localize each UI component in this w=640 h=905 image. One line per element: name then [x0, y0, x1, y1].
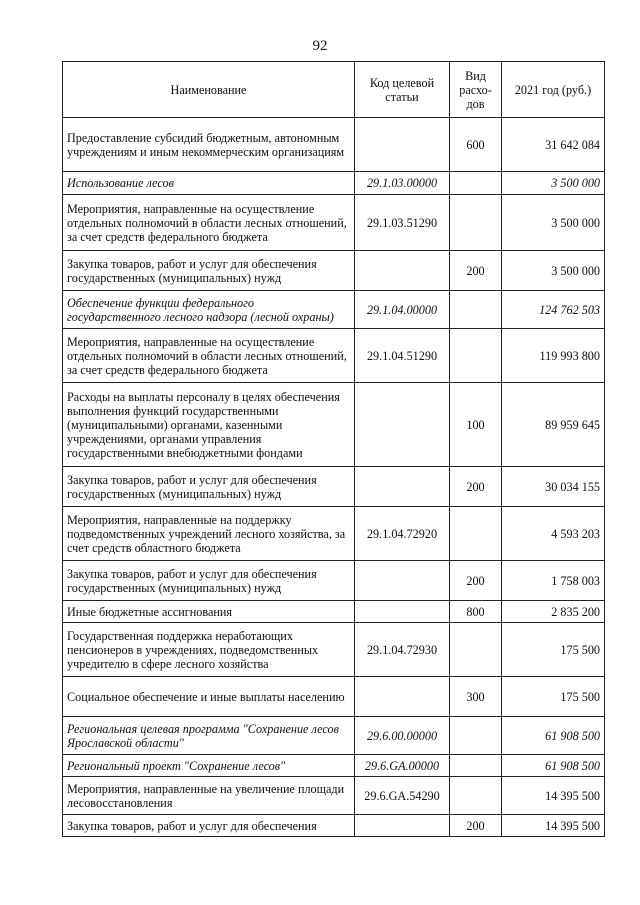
table-row — [63, 815, 605, 837]
cell-name: Региональная целевая программа "Сохранение лесов Ярославской области" — [63, 717, 355, 755]
cell-amount: 124 762 503 — [502, 291, 605, 329]
table-row — [63, 172, 605, 195]
cell-code — [355, 815, 450, 837]
cell-code: 29.1.04.72920 — [355, 507, 450, 561]
cell-type — [450, 623, 502, 677]
cell-code: 29.1.03.51290 — [355, 195, 450, 251]
cell-code: 29.1.04.72930 — [355, 623, 450, 677]
cell-amount: 14 395 500 — [502, 777, 605, 815]
table-row — [63, 755, 605, 777]
cell-type — [450, 291, 502, 329]
table-row — [63, 717, 605, 755]
cell-amount: 3 500 000 — [502, 172, 605, 195]
cell-name: Государственная поддержка неработающих пенсионеров в учреждениях, подведомственных учредителю в сфере лесного хозяйства — [63, 623, 355, 677]
cell-name: Мероприятия, направленные на поддержку подведомственных учреждений лесного хозяйства, за счет средств областного бюджета — [63, 507, 355, 561]
cell-name: Региональный проект "Сохранение лесов" — [63, 755, 355, 777]
cell-name: Закупка товаров, работ и услуг для обеспечения государственных (муниципальных) нужд — [63, 561, 355, 601]
header-amount: 2021 год (руб.) — [502, 62, 605, 118]
cell-name: Использование лесов — [63, 172, 355, 195]
table-row — [63, 677, 605, 717]
cell-name: Закупка товаров, работ и услуг для обеспечения государственных (муниципальных) нужд — [63, 467, 355, 507]
table-row — [63, 383, 605, 467]
cell-code — [355, 118, 450, 172]
cell-amount: 2 835 200 — [502, 601, 605, 623]
cell-type — [450, 507, 502, 561]
cell-name: Мероприятия, направленные на осуществление отдельных полномочий в области лесных отношений, за счет средств федерального бюджета — [63, 195, 355, 251]
cell-type: 600 — [450, 118, 502, 172]
cell-code: 29.1.04.00000 — [355, 291, 450, 329]
cell-code: 29.6.GA.00000 — [355, 755, 450, 777]
table-body — [63, 118, 605, 837]
table-row — [63, 251, 605, 291]
cell-type — [450, 755, 502, 777]
cell-type: 200 — [450, 815, 502, 837]
cell-code: 29.1.03.00000 — [355, 172, 450, 195]
cell-name: Мероприятия, направленные на увеличение площади лесовосстановления — [63, 777, 355, 815]
cell-code: 29.6.00.00000 — [355, 717, 450, 755]
cell-type — [450, 717, 502, 755]
cell-type: 200 — [450, 467, 502, 507]
table-row — [63, 623, 605, 677]
cell-amount: 3 500 000 — [502, 195, 605, 251]
cell-name: Мероприятия, направленные на осуществление отдельных полномочий в области лесных отношений, за счет средств федерального бюджета — [63, 329, 355, 383]
cell-name: Закупка товаров, работ и услуг для обеспечения государственных (муниципальных) нужд — [63, 251, 355, 291]
table-row — [63, 467, 605, 507]
cell-code: 29.6.GA.54290 — [355, 777, 450, 815]
table-row — [63, 507, 605, 561]
cell-type — [450, 777, 502, 815]
cell-amount: 175 500 — [502, 677, 605, 717]
table-row — [63, 195, 605, 251]
header-code: Код целевой статьи — [355, 62, 450, 118]
cell-amount: 4 593 203 — [502, 507, 605, 561]
cell-amount: 14 395 500 — [502, 815, 605, 837]
cell-type: 300 — [450, 677, 502, 717]
cell-type: 200 — [450, 251, 502, 291]
cell-amount: 31 642 084 — [502, 118, 605, 172]
cell-name: Предоставление субсидий бюджетным, автономным учреждениям и иным некоммерческим организациям — [63, 118, 355, 172]
table-row — [63, 291, 605, 329]
cell-code — [355, 677, 450, 717]
cell-type — [450, 329, 502, 383]
cell-amount: 175 500 — [502, 623, 605, 677]
cell-code — [355, 561, 450, 601]
budget-table — [62, 61, 605, 837]
cell-amount: 1 758 003 — [502, 561, 605, 601]
cell-amount: 30 034 155 — [502, 467, 605, 507]
cell-name: Обеспечение функции федерального государственного лесного надзора (лесной охраны) — [63, 291, 355, 329]
cell-type: 100 — [450, 383, 502, 467]
cell-type — [450, 172, 502, 195]
cell-code — [355, 251, 450, 291]
page-number: 92 — [312, 38, 328, 54]
table-row — [63, 118, 605, 172]
cell-type: 200 — [450, 561, 502, 601]
cell-name: Расходы на выплаты персоналу в целях обеспечения выполнения функций государственными (муниципальными) органами, казенными учреждениями, органами управления государственными внебюджетными фондами — [63, 383, 355, 467]
cell-name: Закупка товаров, работ и услуг для обеспечения — [63, 815, 355, 837]
cell-type: 800 — [450, 601, 502, 623]
header-name: Наименование — [63, 62, 355, 118]
cell-name: Социальное обеспечение и иные выплаты населению — [63, 677, 355, 717]
cell-code — [355, 383, 450, 467]
cell-code: 29.1.04.51290 — [355, 329, 450, 383]
cell-amount: 61 908 500 — [502, 717, 605, 755]
table-header-row — [63, 62, 605, 118]
cell-code — [355, 601, 450, 623]
cell-name: Иные бюджетные ассигнования — [63, 601, 355, 623]
header-type: Вид расхо-дов — [450, 62, 502, 118]
table-row — [63, 561, 605, 601]
cell-type — [450, 195, 502, 251]
cell-amount: 89 959 645 — [502, 383, 605, 467]
cell-code — [355, 467, 450, 507]
cell-amount: 119 993 800 — [502, 329, 605, 383]
cell-amount: 61 908 500 — [502, 755, 605, 777]
table-row — [63, 777, 605, 815]
table-row — [63, 329, 605, 383]
table-row — [63, 601, 605, 623]
cell-amount: 3 500 000 — [502, 251, 605, 291]
